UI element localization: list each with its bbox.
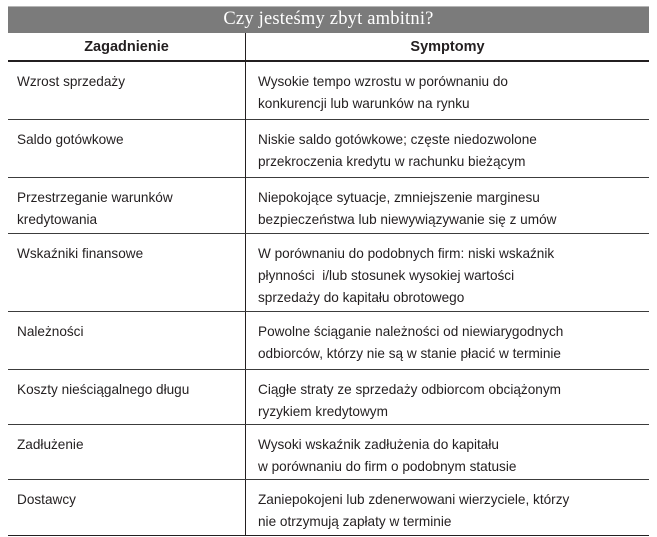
issues-symptoms-table xyxy=(8,6,649,536)
cell-issue xyxy=(8,178,246,233)
symptom-line: Powolne ściąganie należności od niewiarygodnych xyxy=(258,324,564,339)
symptom-line: odbiorców, którzy nie są w stanie płacić w terminie xyxy=(258,346,561,362)
table-row xyxy=(8,425,649,480)
table-header-row xyxy=(8,33,649,62)
cell-symptoms xyxy=(246,370,649,424)
table-row xyxy=(8,62,649,120)
symptom-line: Ciągłe straty ze sprzedaży odbiorcom obciążonym xyxy=(258,382,561,397)
cell-symptoms xyxy=(246,425,649,479)
symptom-line: W porównaniu do podobnych firm: niski wskaźnik xyxy=(258,246,555,261)
table-row xyxy=(8,370,649,425)
cell-symptoms xyxy=(246,120,649,178)
symptom-line: sprzedaży do kapitału obrotowego xyxy=(258,290,465,306)
column-header-symptoms: Symptomy xyxy=(410,38,485,55)
issue-line: kredytowania xyxy=(17,212,98,228)
column-header-issue: Zagadnienie xyxy=(8,33,246,60)
cell-issue xyxy=(8,480,246,535)
cell-symptoms xyxy=(246,62,649,120)
symptom-line: nie otrzymują zapłaty w terminie xyxy=(258,514,452,530)
issue-text: Należności xyxy=(17,324,84,339)
issue-text: Koszty nieściągalnego długu xyxy=(17,382,190,397)
cell-symptoms xyxy=(246,480,649,535)
issue-text: Wzrost sprzedaży xyxy=(17,74,126,89)
cell-issue xyxy=(8,62,246,120)
issue-text: Saldo gotówkowe xyxy=(17,132,124,147)
cell-symptoms xyxy=(246,234,649,311)
cell-symptoms xyxy=(246,312,649,369)
table-body xyxy=(8,62,649,536)
symptom-line: konkurencji lub warunków na rynku xyxy=(258,96,470,112)
symptom-line: w porównaniu do firm o podobnym statusie xyxy=(258,459,517,475)
symptom-line: ryzykiem kredytowym xyxy=(258,404,388,420)
table-row xyxy=(8,234,649,312)
symptom-line: Niepokojące sytuacje, zmniejszenie marginesu xyxy=(258,190,540,205)
cell-issue xyxy=(8,120,246,178)
table-row xyxy=(8,480,649,535)
table-row xyxy=(8,120,649,178)
symptom-line: przekroczenia kredytu w rachunku bieżącym xyxy=(258,154,526,170)
cell-issue xyxy=(8,425,246,479)
issue-text: Zadłużenie xyxy=(17,437,84,452)
symptom-line: bezpieczeństwa lub niewywiązywanie się z umów xyxy=(258,212,557,228)
table-title-bar xyxy=(8,6,649,33)
symptom-line: płynności i/lub stosunek wysokiej wartości xyxy=(258,268,515,284)
issue-line: Przestrzeganie warunków xyxy=(17,190,173,205)
table-row xyxy=(8,178,649,234)
symptom-line: Wysokie tempo wzrostu w porównaniu do xyxy=(258,74,508,89)
symptom-line: Wysoki wskaźnik zadłużenia do kapitału xyxy=(258,437,499,452)
cell-symptoms xyxy=(246,178,649,233)
symptom-line: Zaniepokojeni lub zdenerwowani wierzyciele, którzy xyxy=(258,492,570,507)
cell-issue xyxy=(8,370,246,424)
issue-text: Dostawcy xyxy=(17,492,76,507)
symptom-line: Niskie saldo gotówkowe; częste niedozwolone xyxy=(258,132,537,147)
table-title: Czy jesteśmy zbyt ambitni? xyxy=(223,9,434,30)
cell-issue xyxy=(8,312,246,369)
table-row xyxy=(8,312,649,370)
cell-issue xyxy=(8,234,246,311)
issue-text: Wskaźniki finansowe xyxy=(17,246,144,261)
